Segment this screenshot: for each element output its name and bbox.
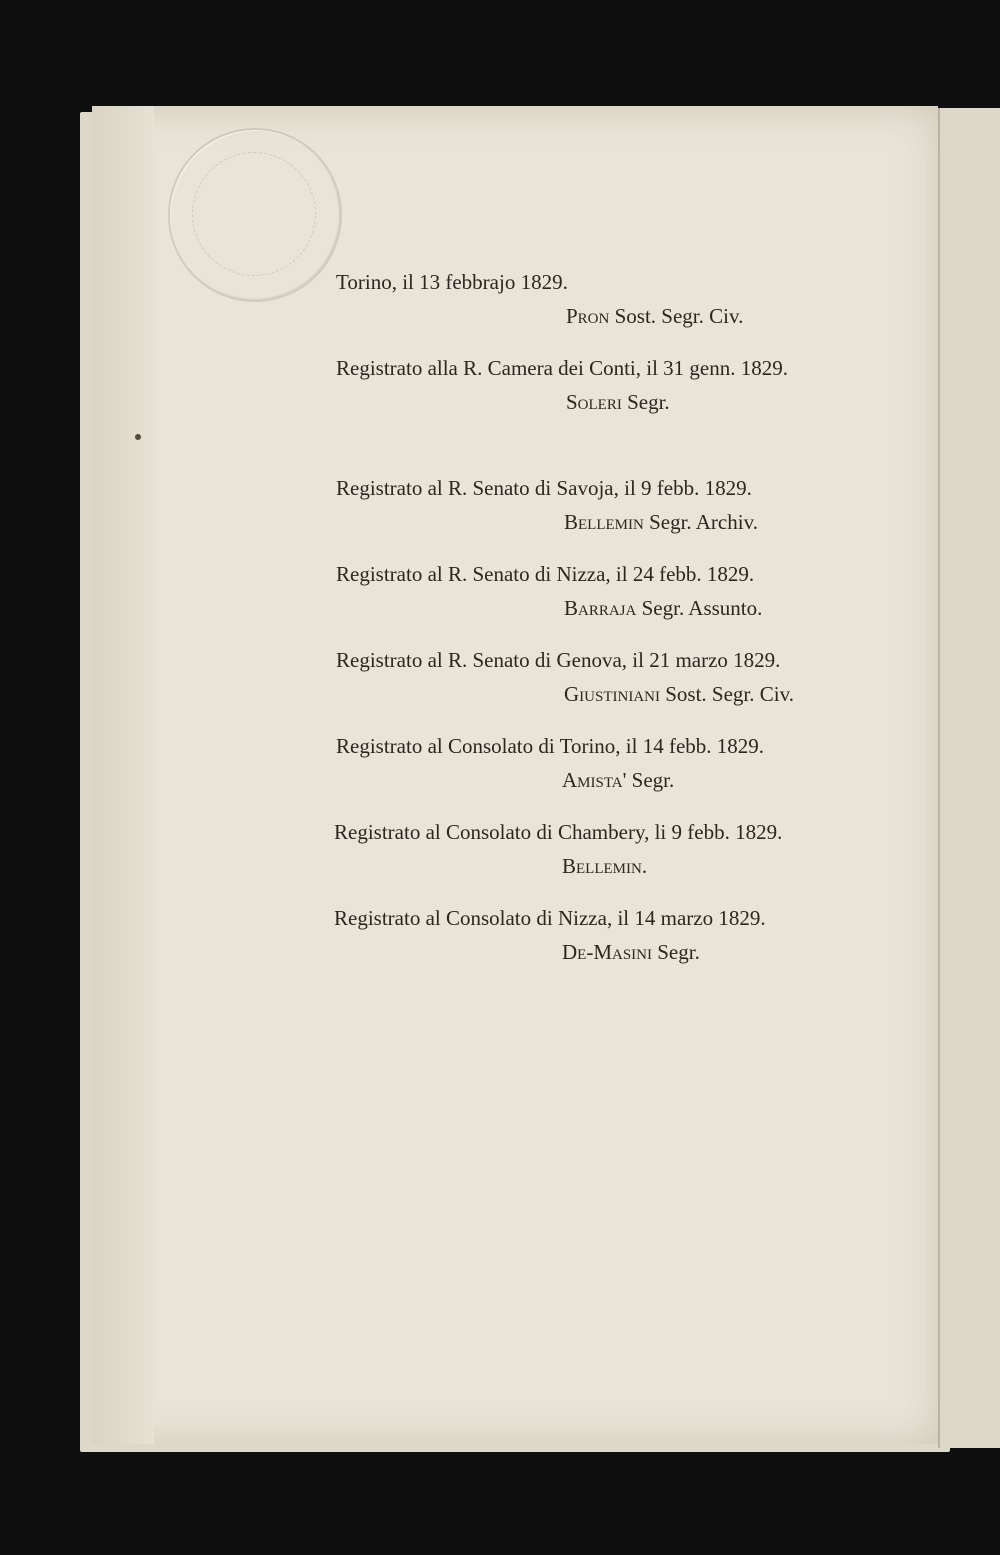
entry-signature	[562, 940, 700, 965]
facing-page-edge	[938, 108, 1000, 1448]
signer-name: Barraja	[564, 596, 637, 620]
signer-name: Giustiniani	[564, 682, 660, 706]
entry-text: Registrato al Consolato di Torino, il 14 febb. 1829.	[336, 734, 765, 758]
entry-signature	[564, 682, 794, 707]
document-page	[92, 106, 938, 1444]
embossed-seal-inner-ring	[192, 152, 316, 276]
signer-title: Sost. Segr. Civ.	[614, 304, 744, 328]
embossed-seal	[168, 128, 342, 302]
entry-signature	[562, 768, 674, 793]
entry-text: Registrato alla R. Camera dei Conti, il 31 genn. 1829.	[336, 356, 789, 380]
entry-text: Registrato al R. Senato di Savoja, il 9 febb. 1829.	[336, 476, 752, 500]
signer-name: Bellemin	[564, 510, 644, 534]
signer-title: Segr.	[657, 940, 700, 964]
entry-text: Registrato al Consolato di Nizza, il 14 marzo 1829.	[334, 906, 766, 930]
entry-signature	[562, 854, 647, 879]
entry-signature	[564, 596, 762, 621]
page-left-edge	[92, 106, 154, 1444]
signer-name: Soleri	[566, 390, 622, 414]
signer-name: De-Masini	[562, 940, 652, 964]
entry-text: Registrato al R. Senato di Genova, il 21 marzo 1829.	[336, 648, 781, 672]
signer-title: Sost. Segr. Civ.	[665, 682, 794, 706]
signer-name: Pron	[566, 304, 610, 328]
entry-text: Torino, il 13 febbrajo 1829.	[336, 270, 568, 294]
signer-title: Segr.	[627, 390, 670, 414]
signer-title: Segr.	[631, 768, 675, 792]
signer-title: Segr. Archiv.	[649, 510, 758, 534]
ink-spot	[135, 434, 141, 440]
signer-name: Amista'	[562, 768, 627, 792]
entry-signature	[564, 510, 758, 535]
entry-signature	[566, 304, 743, 329]
signer-name: Bellemin.	[562, 854, 648, 878]
entry-text: Registrato al R. Senato di Nizza, il 24 febb. 1829.	[336, 562, 755, 586]
entry-text: Registrato al Consolato di Chambery, li 9 febb. 1829.	[334, 820, 783, 844]
entry-signature	[566, 390, 670, 415]
signer-title: Segr. Assunto.	[641, 596, 763, 620]
